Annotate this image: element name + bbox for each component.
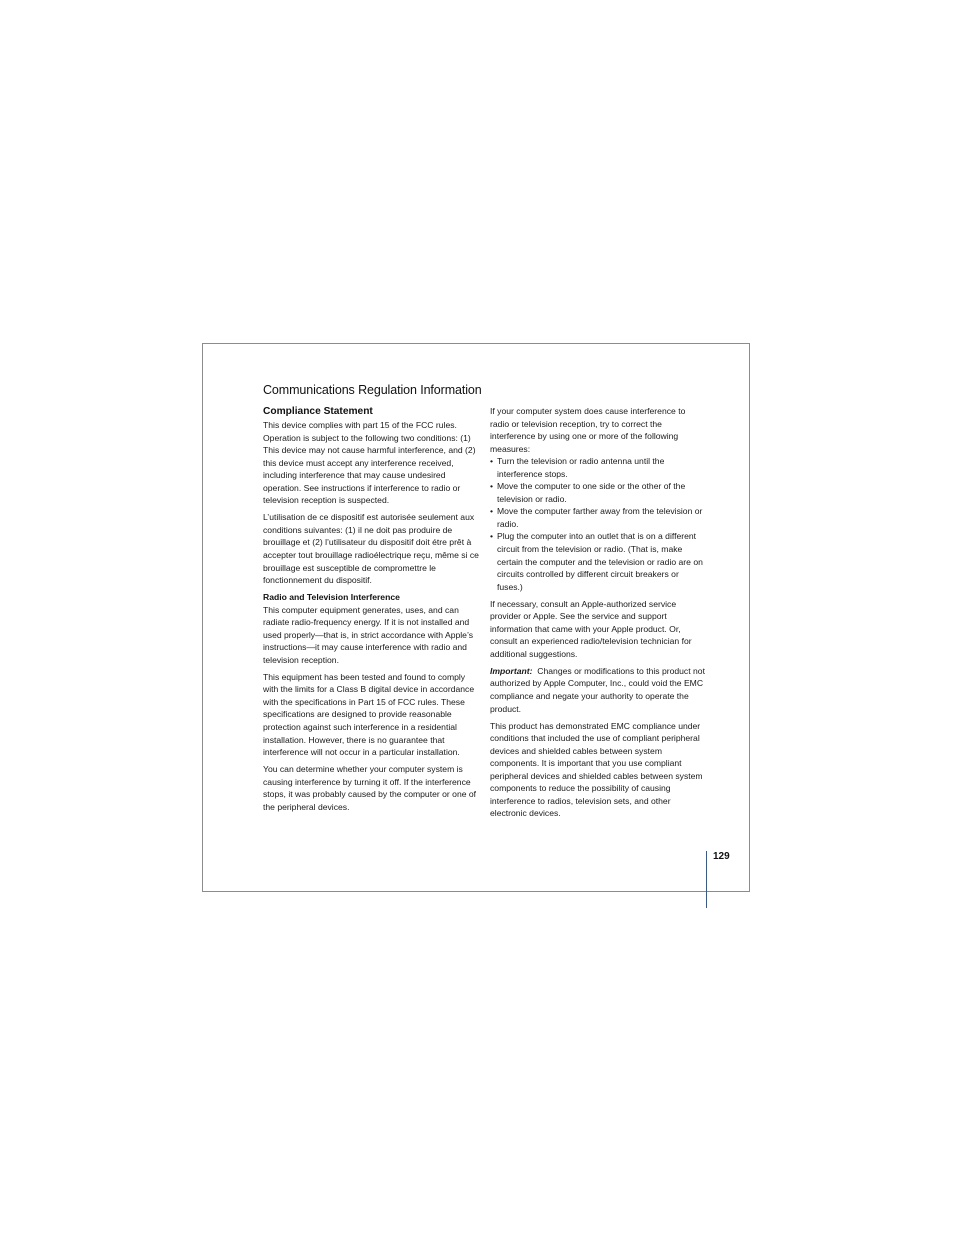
bullet-icon: • bbox=[490, 456, 494, 467]
measure-text: Move the computer to one side or the other of the television or radio. bbox=[497, 481, 686, 504]
page-number-rule bbox=[706, 851, 707, 908]
interference-intro-paragraph: If your computer system does cause interference to radio or television reception, try to correct the interference by using one or more of the following measures: bbox=[490, 406, 686, 454]
page-title: Communications Regulation Information bbox=[263, 383, 482, 397]
measure-text: Move the computer farther away from the television or radio. bbox=[497, 506, 703, 529]
important-note bbox=[490, 665, 706, 715]
list-item bbox=[490, 530, 706, 593]
left-column bbox=[263, 405, 479, 818]
compliance-statement-heading: Compliance Statement bbox=[263, 406, 373, 417]
measure-text: Turn the television or radio antenna until the interference stops. bbox=[497, 456, 665, 479]
bullet-icon: • bbox=[490, 506, 494, 517]
right-column bbox=[490, 405, 706, 825]
fcc-compliance-paragraph: This device complies with part 15 of the FCC rules. Operation is subject to the following two conditions: (1) This device may not cause harmful interference, and (2) this device must accept any interference received, including interference that may cause undesired operation. See instructions if interference to radio or television reception is suspected. bbox=[263, 420, 476, 506]
rf-energy-paragraph: This computer equipment generates, uses, and can radiate radio-frequency energy. If it is not installed and used properly—that is, in strict accordance with Apple’s instructions—it may cause interference with radio and television reception. bbox=[263, 604, 474, 665]
radio-tv-interference-heading: Radio and Television Interference bbox=[263, 592, 400, 603]
list-item bbox=[490, 505, 706, 530]
measures-list bbox=[490, 455, 706, 593]
list-item bbox=[490, 480, 706, 505]
page-number: 129 bbox=[713, 851, 730, 862]
emc-compliance-paragraph: This product has demonstrated EMC compliance under conditions that included the use of compliant peripheral devices and shielded cables between system components. It is important that you use compliant peripheral devices and shielded cables between system components to reduce the possibility of causing interference to radios, television sets, and other electronic devices. bbox=[490, 720, 703, 819]
list-item bbox=[490, 455, 706, 480]
bullet-icon: • bbox=[490, 481, 494, 492]
important-label: Important: bbox=[490, 665, 533, 676]
important-text: Changes or modifications to this product not authorized by Apple Computer, Inc., could void the EMC compliance and negate your authority to operate the product. bbox=[490, 665, 705, 714]
consult-paragraph: If necessary, consult an Apple-authorized service provider or Apple. See the service and support information that came with your Apple product. Or, consult an experienced radio/television technician for additional suggestions. bbox=[490, 598, 692, 659]
class-b-paragraph: This equipment has been tested and found to comply with the limits for a Class B digital device in accordance with the specifications in Part 15 of FCC rules. These specifications are designed to provide reasonable protection against such interference in a residential installation. However, there is no guarantee that interference will not occur in a particular installation. bbox=[263, 671, 475, 758]
french-compliance-paragraph: L’utilisation de ce dispositif est autorisée seulement aux conditions suivantes: (1) il ne doit pas produire de brouillage et (2) l’utilisateur du dispositif doit étre prêt à accepter tout brouillage radioélectrique reçu, même si ce brouillage est susceptible de compromettre le fonctionnement du dispositif. bbox=[263, 512, 479, 586]
determine-interference-paragraph: You can determine whether your computer system is causing interference by turning it off. If the interference stops, it was probably caused by the computer or one of the peripheral devices. bbox=[263, 764, 477, 812]
bullet-icon: • bbox=[490, 531, 494, 542]
measure-text: Plug the computer into an outlet that is on a different circuit from the television or radio. (That is, make certain the computer and the television or radio are on circuits controlled by different circuit breakers or fuses.) bbox=[497, 531, 703, 592]
